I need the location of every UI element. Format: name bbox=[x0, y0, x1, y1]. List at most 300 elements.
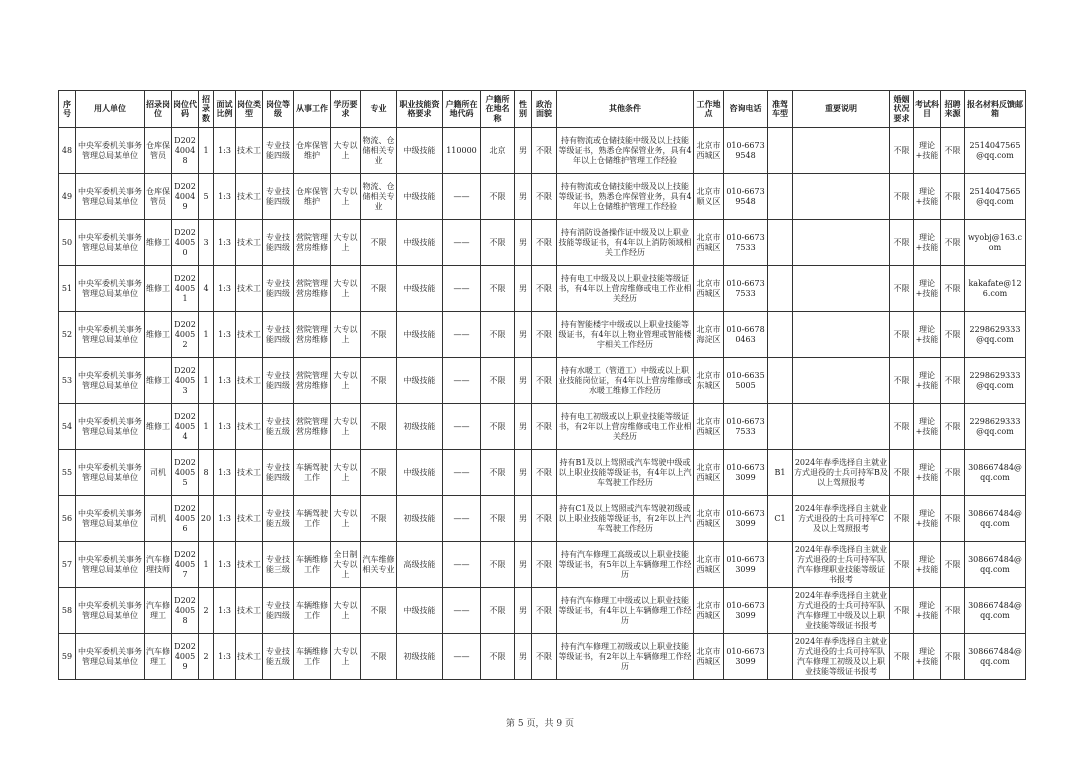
cell-notes bbox=[793, 266, 890, 312]
cell-seq: 58 bbox=[59, 588, 76, 634]
cell-employer: 中央军委机关事务管理总局某单位 bbox=[76, 634, 145, 680]
cell-seq: 49 bbox=[59, 174, 76, 220]
cell-source: 不限 bbox=[941, 588, 965, 634]
cell-exam-subject: 理论+技能 bbox=[914, 496, 941, 542]
cell-source: 不限 bbox=[941, 266, 965, 312]
cell-gender: 男 bbox=[515, 404, 532, 450]
cell-seq: 53 bbox=[59, 358, 76, 404]
cell-work: 营院管理营房维修 bbox=[294, 404, 331, 450]
cell-email: 308667484@qq.com bbox=[965, 588, 1026, 634]
cell-work: 车辆驾驶工作 bbox=[294, 450, 331, 496]
cell-hukou-code: —— bbox=[443, 634, 481, 680]
column-header: 婚姻状况要求 bbox=[890, 91, 914, 128]
cell-hukou-code: —— bbox=[443, 220, 481, 266]
cell-exam-subject: 理论+技能 bbox=[914, 312, 941, 358]
cell-source: 不限 bbox=[941, 404, 965, 450]
cell-post-type: 技术工 bbox=[236, 220, 263, 266]
cell-education: 大专以上 bbox=[331, 496, 361, 542]
column-header: 岗位类型 bbox=[236, 91, 263, 128]
cell-post-level: 专业技能五级 bbox=[263, 404, 294, 450]
cell-hukou-name: 不限 bbox=[481, 542, 515, 588]
table-row bbox=[59, 174, 1026, 220]
cell-education: 大专以上 bbox=[331, 266, 361, 312]
cell-ratio: 1:3 bbox=[214, 496, 236, 542]
cell-political: 不限 bbox=[532, 266, 557, 312]
cell-location: 北京市西城区 bbox=[694, 496, 724, 542]
cell-source: 不限 bbox=[941, 220, 965, 266]
cell-skill-req: 中级技能 bbox=[397, 588, 443, 634]
column-header: 岗位代码 bbox=[172, 91, 199, 128]
cell-location: 北京市海淀区 bbox=[694, 312, 724, 358]
cell-notes bbox=[793, 220, 890, 266]
cell-phone: 010-66737533 bbox=[724, 266, 768, 312]
cell-ratio: 1:3 bbox=[214, 220, 236, 266]
cell-marital: 不限 bbox=[890, 312, 914, 358]
cell-political: 不限 bbox=[532, 542, 557, 588]
column-header: 报名材料反馈邮箱 bbox=[965, 91, 1026, 128]
cell-license bbox=[768, 588, 793, 634]
cell-source: 不限 bbox=[941, 174, 965, 220]
header-row bbox=[59, 91, 1026, 128]
cell-hukou-code: —— bbox=[443, 588, 481, 634]
cell-political: 不限 bbox=[532, 128, 557, 174]
cell-political: 不限 bbox=[532, 220, 557, 266]
cell-email: 308667484@qq.com bbox=[965, 450, 1026, 496]
cell-hukou-code: —— bbox=[443, 174, 481, 220]
cell-post-type: 技术工 bbox=[236, 404, 263, 450]
cell-ratio: 1:3 bbox=[214, 634, 236, 680]
cell-skill-req: 中级技能 bbox=[397, 312, 443, 358]
cell-notes: 2024年春季选择自主就业方式退役的士兵可持军队汽车修理工中级及以上职业技能等级证书报考 bbox=[793, 588, 890, 634]
table-row bbox=[59, 358, 1026, 404]
cell-marital: 不限 bbox=[890, 128, 914, 174]
cell-notes: 2024年春季选择自主就业方式退役的士兵可持军队汽车修理工初级及以上职业技能等级证书报考 bbox=[793, 634, 890, 680]
cell-skill-req: 初级技能 bbox=[397, 634, 443, 680]
cell-email: 308667484@qq.com bbox=[965, 634, 1026, 680]
cell-seq: 51 bbox=[59, 266, 76, 312]
cell-marital: 不限 bbox=[890, 220, 914, 266]
cell-code: D20240049 bbox=[172, 174, 199, 220]
cell-gender: 男 bbox=[515, 588, 532, 634]
cell-gender: 男 bbox=[515, 220, 532, 266]
cell-email: kakafate@126.com bbox=[965, 266, 1026, 312]
cell-political: 不限 bbox=[532, 496, 557, 542]
cell-employer: 中央军委机关事务管理总局某单位 bbox=[76, 588, 145, 634]
cell-license bbox=[768, 174, 793, 220]
cell-notes: 2024年春季选择自主就业方式退役的士兵可持军B及以上驾照报考 bbox=[793, 450, 890, 496]
column-header: 招聘来源 bbox=[941, 91, 965, 128]
cell-skill-req: 高级技能 bbox=[397, 542, 443, 588]
cell-education: 大专以上 bbox=[331, 634, 361, 680]
cell-post-type: 技术工 bbox=[236, 174, 263, 220]
column-header: 准驾车型 bbox=[768, 91, 793, 128]
cell-license: B1 bbox=[768, 450, 793, 496]
cell-notes: 2024年春季选择自主就业方式退役的士兵可持军C及以上驾照报考 bbox=[793, 496, 890, 542]
column-header: 招录数 bbox=[199, 91, 214, 128]
cell-count: 1 bbox=[199, 542, 214, 588]
cell-skill-req: 中级技能 bbox=[397, 358, 443, 404]
cell-employer: 中央军委机关事务管理总局某单位 bbox=[76, 174, 145, 220]
cell-hukou-name: 不限 bbox=[481, 266, 515, 312]
cell-post-level: 专业技能五级 bbox=[263, 496, 294, 542]
cell-code: D20240057 bbox=[172, 542, 199, 588]
cell-email: 2298629333@qq.com bbox=[965, 312, 1026, 358]
table-row bbox=[59, 450, 1026, 496]
cell-email: 2514047565@qq.com bbox=[965, 128, 1026, 174]
cell-position: 汽车修理工 bbox=[145, 634, 172, 680]
cell-skill-req: 中级技能 bbox=[397, 128, 443, 174]
column-header: 咨询电话 bbox=[724, 91, 768, 128]
cell-email: 2298629333@qq.com bbox=[965, 404, 1026, 450]
cell-hukou-name: 不限 bbox=[481, 496, 515, 542]
cell-exam-subject: 理论+技能 bbox=[914, 174, 941, 220]
cell-phone: 010-66737533 bbox=[724, 404, 768, 450]
cell-major: 不限 bbox=[361, 496, 397, 542]
cell-license bbox=[768, 220, 793, 266]
cell-hukou-code: —— bbox=[443, 266, 481, 312]
cell-marital: 不限 bbox=[890, 174, 914, 220]
cell-position: 维修工 bbox=[145, 312, 172, 358]
cell-position: 汽车修理工 bbox=[145, 588, 172, 634]
cell-skill-req: 中级技能 bbox=[397, 220, 443, 266]
cell-major: 不限 bbox=[361, 266, 397, 312]
table-row bbox=[59, 220, 1026, 266]
cell-seq: 50 bbox=[59, 220, 76, 266]
cell-count: 2 bbox=[199, 634, 214, 680]
cell-other-conditions: 持有汽车修理工初级或以上职业技能等级证书，有2年以上车辆修理工作经历 bbox=[557, 634, 694, 680]
cell-major: 不限 bbox=[361, 588, 397, 634]
cell-position: 司机 bbox=[145, 496, 172, 542]
cell-other-conditions: 持有物流或仓储技能中级及以上技能等级证书，熟悉仓库保管业务，具有4年以上仓储维护管理工作经验 bbox=[557, 128, 694, 174]
cell-employer: 中央军委机关事务管理总局某单位 bbox=[76, 220, 145, 266]
cell-location: 北京市西城区 bbox=[694, 542, 724, 588]
column-header: 面试比例 bbox=[214, 91, 236, 128]
cell-post-type: 技术工 bbox=[236, 358, 263, 404]
cell-seq: 56 bbox=[59, 496, 76, 542]
cell-ratio: 1:3 bbox=[214, 542, 236, 588]
cell-work: 营院管理营房维修 bbox=[294, 220, 331, 266]
cell-post-type: 技术工 bbox=[236, 634, 263, 680]
cell-code: D20240059 bbox=[172, 634, 199, 680]
cell-hukou-code: —— bbox=[443, 450, 481, 496]
cell-gender: 男 bbox=[515, 496, 532, 542]
cell-source: 不限 bbox=[941, 450, 965, 496]
cell-education: 大专以上 bbox=[331, 588, 361, 634]
cell-phone: 010-66739548 bbox=[724, 128, 768, 174]
cell-seq: 52 bbox=[59, 312, 76, 358]
cell-post-level: 专业技能四级 bbox=[263, 450, 294, 496]
cell-hukou-name: 不限 bbox=[481, 312, 515, 358]
cell-phone: 010-66780463 bbox=[724, 312, 768, 358]
cell-hukou-name: 北京 bbox=[481, 128, 515, 174]
cell-hukou-name: 不限 bbox=[481, 358, 515, 404]
page-number: 第 5 页，共 9 页 bbox=[506, 719, 574, 729]
cell-marital: 不限 bbox=[890, 542, 914, 588]
cell-exam-subject: 理论+技能 bbox=[914, 358, 941, 404]
cell-hukou-code: —— bbox=[443, 404, 481, 450]
cell-employer: 中央军委机关事务管理总局某单位 bbox=[76, 266, 145, 312]
cell-exam-subject: 理论+技能 bbox=[914, 266, 941, 312]
cell-seq: 59 bbox=[59, 634, 76, 680]
cell-marital: 不限 bbox=[890, 588, 914, 634]
cell-email: 308667484@qq.com bbox=[965, 496, 1026, 542]
cell-other-conditions: 持有B1及以上驾照或汽车驾驶中级或以上职业技能等级证书，有4年以上汽车驾驶工作经历 bbox=[557, 450, 694, 496]
cell-count: 1 bbox=[199, 312, 214, 358]
table-row bbox=[59, 128, 1026, 174]
cell-hukou-name: 不限 bbox=[481, 174, 515, 220]
cell-ratio: 1:3 bbox=[214, 266, 236, 312]
cell-post-type: 技术工 bbox=[236, 128, 263, 174]
cell-location: 北京市顺义区 bbox=[694, 174, 724, 220]
cell-political: 不限 bbox=[532, 450, 557, 496]
cell-post-level: 专业技能四级 bbox=[263, 220, 294, 266]
cell-major: 不限 bbox=[361, 404, 397, 450]
cell-code: D20240055 bbox=[172, 450, 199, 496]
cell-post-type: 技术工 bbox=[236, 266, 263, 312]
cell-hukou-name: 不限 bbox=[481, 404, 515, 450]
cell-email: wyobj@163.com bbox=[965, 220, 1026, 266]
cell-seq: 57 bbox=[59, 542, 76, 588]
cell-count: 1 bbox=[199, 404, 214, 450]
cell-employer: 中央军委机关事务管理总局某单位 bbox=[76, 496, 145, 542]
cell-political: 不限 bbox=[532, 174, 557, 220]
cell-gender: 男 bbox=[515, 358, 532, 404]
cell-employer: 中央军委机关事务管理总局某单位 bbox=[76, 450, 145, 496]
column-header: 学历要求 bbox=[331, 91, 361, 128]
cell-ratio: 1:3 bbox=[214, 174, 236, 220]
cell-marital: 不限 bbox=[890, 496, 914, 542]
cell-major: 不限 bbox=[361, 634, 397, 680]
cell-employer: 中央军委机关事务管理总局某单位 bbox=[76, 312, 145, 358]
cell-hukou-code: —— bbox=[443, 496, 481, 542]
cell-phone: 010-66733099 bbox=[724, 588, 768, 634]
table-row bbox=[59, 404, 1026, 450]
cell-seq: 48 bbox=[59, 128, 76, 174]
cell-count: 1 bbox=[199, 128, 214, 174]
cell-political: 不限 bbox=[532, 358, 557, 404]
cell-position: 汽车修理技师 bbox=[145, 542, 172, 588]
cell-gender: 男 bbox=[515, 266, 532, 312]
cell-notes: 2024年春季选择自主就业方式退役的士兵可持军队汽车修理职业技能等级证书报考 bbox=[793, 542, 890, 588]
cell-post-type: 技术工 bbox=[236, 542, 263, 588]
cell-license bbox=[768, 358, 793, 404]
cell-count: 2 bbox=[199, 588, 214, 634]
cell-gender: 男 bbox=[515, 312, 532, 358]
cell-political: 不限 bbox=[532, 588, 557, 634]
table-row bbox=[59, 542, 1026, 588]
cell-work: 营院管理营房维修 bbox=[294, 266, 331, 312]
cell-location: 北京市西城区 bbox=[694, 266, 724, 312]
cell-notes bbox=[793, 404, 890, 450]
cell-ratio: 1:3 bbox=[214, 450, 236, 496]
cell-position: 司机 bbox=[145, 450, 172, 496]
cell-code: D20240054 bbox=[172, 404, 199, 450]
cell-education: 大专以上 bbox=[331, 174, 361, 220]
cell-hukou-code: —— bbox=[443, 312, 481, 358]
cell-position: 仓库保管员 bbox=[145, 128, 172, 174]
cell-hukou-name: 不限 bbox=[481, 634, 515, 680]
cell-phone: 010-66737533 bbox=[724, 220, 768, 266]
cell-political: 不限 bbox=[532, 404, 557, 450]
cell-source: 不限 bbox=[941, 358, 965, 404]
cell-phone: 010-66733099 bbox=[724, 496, 768, 542]
cell-skill-req: 中级技能 bbox=[397, 450, 443, 496]
cell-license bbox=[768, 542, 793, 588]
column-header: 序号 bbox=[59, 91, 76, 128]
cell-major: 不限 bbox=[361, 220, 397, 266]
cell-count: 5 bbox=[199, 174, 214, 220]
cell-seq: 54 bbox=[59, 404, 76, 450]
cell-location: 北京市西城区 bbox=[694, 588, 724, 634]
cell-hukou-code: 110000 bbox=[443, 128, 481, 174]
cell-exam-subject: 理论+技能 bbox=[914, 588, 941, 634]
cell-employer: 中央军委机关事务管理总局某单位 bbox=[76, 358, 145, 404]
cell-code: D20240058 bbox=[172, 588, 199, 634]
cell-email: 308667484@qq.com bbox=[965, 542, 1026, 588]
cell-position: 维修工 bbox=[145, 358, 172, 404]
cell-marital: 不限 bbox=[890, 266, 914, 312]
cell-post-type: 技术工 bbox=[236, 496, 263, 542]
cell-major: 物流、仓储相关专业 bbox=[361, 174, 397, 220]
cell-skill-req: 初级技能 bbox=[397, 404, 443, 450]
cell-gender: 男 bbox=[515, 542, 532, 588]
cell-other-conditions: 持有消防设备操作证中级及以上职业技能等级证书，有4年以上消防领域相关工作经历 bbox=[557, 220, 694, 266]
cell-education: 大专以上 bbox=[331, 312, 361, 358]
cell-education: 大专以上 bbox=[331, 450, 361, 496]
cell-notes bbox=[793, 128, 890, 174]
table-row bbox=[59, 266, 1026, 312]
column-header: 招录岗位 bbox=[145, 91, 172, 128]
cell-phone: 010-66733099 bbox=[724, 634, 768, 680]
cell-hukou-code: —— bbox=[443, 358, 481, 404]
column-header: 专业 bbox=[361, 91, 397, 128]
cell-major: 物流、仓储相关专业 bbox=[361, 128, 397, 174]
cell-education: 大专以上 bbox=[331, 404, 361, 450]
cell-license bbox=[768, 404, 793, 450]
cell-political: 不限 bbox=[532, 634, 557, 680]
cell-work: 车辆维修工作 bbox=[294, 542, 331, 588]
cell-education: 大专以上 bbox=[331, 128, 361, 174]
cell-post-level: 专业技能四级 bbox=[263, 266, 294, 312]
cell-location: 北京市西城区 bbox=[694, 220, 724, 266]
cell-work: 营院管理营房维修 bbox=[294, 358, 331, 404]
column-header: 岗位等级 bbox=[263, 91, 294, 128]
cell-ratio: 1:3 bbox=[214, 128, 236, 174]
cell-exam-subject: 理论+技能 bbox=[914, 220, 941, 266]
cell-employer: 中央军委机关事务管理总局某单位 bbox=[76, 128, 145, 174]
cell-hukou-name: 不限 bbox=[481, 450, 515, 496]
cell-other-conditions: 持有电工中级及以上职业技能等级证书，有4年以上营房维修或电工作业相关经历 bbox=[557, 266, 694, 312]
cell-post-level: 专业技能五级 bbox=[263, 634, 294, 680]
cell-location: 北京市西城区 bbox=[694, 128, 724, 174]
cell-post-level: 专业技能三级 bbox=[263, 542, 294, 588]
cell-seq: 55 bbox=[59, 450, 76, 496]
table-row bbox=[59, 312, 1026, 358]
column-header: 重要说明 bbox=[793, 91, 890, 128]
column-header: 户籍所在地代码 bbox=[443, 91, 481, 128]
cell-other-conditions: 持有汽车修理工高级或以上职业技能等级证书，有5年以上车辆修理工作经历 bbox=[557, 542, 694, 588]
cell-education: 大专以上 bbox=[331, 220, 361, 266]
cell-hukou-name: 不限 bbox=[481, 220, 515, 266]
column-header: 职业技能资格要求 bbox=[397, 91, 443, 128]
cell-count: 4 bbox=[199, 266, 214, 312]
cell-marital: 不限 bbox=[890, 450, 914, 496]
column-header: 性别 bbox=[515, 91, 532, 128]
cell-major: 不限 bbox=[361, 450, 397, 496]
cell-post-level: 专业技能四级 bbox=[263, 358, 294, 404]
cell-exam-subject: 理论+技能 bbox=[914, 128, 941, 174]
cell-work: 车辆维修工作 bbox=[294, 588, 331, 634]
cell-exam-subject: 理论+技能 bbox=[914, 450, 941, 496]
cell-license: C1 bbox=[768, 496, 793, 542]
cell-count: 1 bbox=[199, 358, 214, 404]
cell-count: 20 bbox=[199, 496, 214, 542]
cell-employer: 中央军委机关事务管理总局某单位 bbox=[76, 542, 145, 588]
cell-source: 不限 bbox=[941, 128, 965, 174]
cell-post-type: 技术工 bbox=[236, 312, 263, 358]
cell-source: 不限 bbox=[941, 634, 965, 680]
column-header: 政治面貌 bbox=[532, 91, 557, 128]
cell-work: 车辆维修工作 bbox=[294, 634, 331, 680]
cell-ratio: 1:3 bbox=[214, 358, 236, 404]
cell-hukou-code: —— bbox=[443, 542, 481, 588]
cell-hukou-name: 不限 bbox=[481, 588, 515, 634]
cell-other-conditions: 持有汽车修理工中级或以上职业技能等级证书，有4年以上车辆修理工作经历 bbox=[557, 588, 694, 634]
cell-source: 不限 bbox=[941, 312, 965, 358]
table-row bbox=[59, 588, 1026, 634]
cell-post-level: 专业技能四级 bbox=[263, 312, 294, 358]
cell-education: 大专以上 bbox=[331, 358, 361, 404]
column-header: 从事工作 bbox=[294, 91, 331, 128]
cell-marital: 不限 bbox=[890, 404, 914, 450]
cell-code: D20240050 bbox=[172, 220, 199, 266]
cell-major: 不限 bbox=[361, 358, 397, 404]
cell-location: 北京市西城区 bbox=[694, 450, 724, 496]
cell-exam-subject: 理论+技能 bbox=[914, 404, 941, 450]
cell-marital: 不限 bbox=[890, 634, 914, 680]
cell-gender: 男 bbox=[515, 128, 532, 174]
cell-gender: 男 bbox=[515, 634, 532, 680]
cell-notes bbox=[793, 174, 890, 220]
column-header: 其他条件 bbox=[557, 91, 694, 128]
cell-source: 不限 bbox=[941, 542, 965, 588]
cell-post-level: 专业技能四级 bbox=[263, 128, 294, 174]
cell-email: 2514047565@qq.com bbox=[965, 174, 1026, 220]
cell-other-conditions: 持有物流或仓储技能中级及以上技能等级证书，熟悉仓库保管业务，具有4年以上仓储维护管理工作经验 bbox=[557, 174, 694, 220]
cell-code: D20240052 bbox=[172, 312, 199, 358]
cell-code: D20240051 bbox=[172, 266, 199, 312]
cell-license bbox=[768, 312, 793, 358]
cell-marital: 不限 bbox=[890, 358, 914, 404]
cell-code: D20240053 bbox=[172, 358, 199, 404]
cell-location: 北京市西城区 bbox=[694, 634, 724, 680]
column-header: 工作地点 bbox=[694, 91, 724, 128]
cell-exam-subject: 理论+技能 bbox=[914, 542, 941, 588]
cell-phone: 010-66733099 bbox=[724, 542, 768, 588]
cell-source: 不限 bbox=[941, 496, 965, 542]
cell-other-conditions: 持有C1及以上驾照或汽车驾驶初级或以上职业技能等级证书，有2年以上汽车驾驶工作经历 bbox=[557, 496, 694, 542]
cell-count: 8 bbox=[199, 450, 214, 496]
cell-ratio: 1:3 bbox=[214, 312, 236, 358]
cell-phone: 010-66733099 bbox=[724, 450, 768, 496]
cell-work: 营院管理营房维修 bbox=[294, 312, 331, 358]
cell-position: 维修工 bbox=[145, 220, 172, 266]
cell-political: 不限 bbox=[532, 312, 557, 358]
cell-other-conditions: 持有水暖工（管道工）中级或以上职业技能岗位证，有4年以上营房维修或水暖工维修工作经历 bbox=[557, 358, 694, 404]
cell-email: 2298629333@qq.com bbox=[965, 358, 1026, 404]
cell-exam-subject: 理论+技能 bbox=[914, 634, 941, 680]
cell-count: 3 bbox=[199, 220, 214, 266]
